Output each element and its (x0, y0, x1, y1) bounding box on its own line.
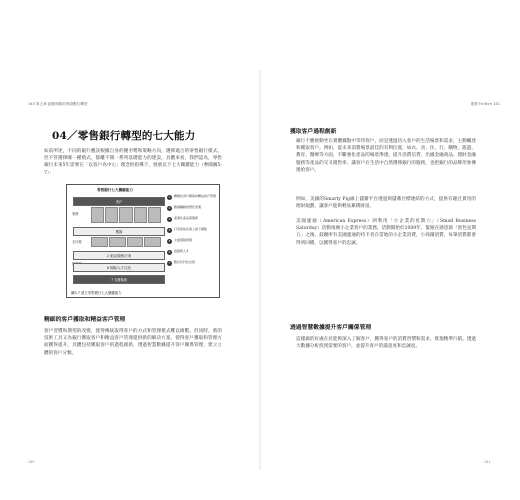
right-paragraph-4: 這樣做的好處在於能夠深入了解客戶，獲得客戶的消費習慣和需求，實現精準行銷。透過大數據分析找到需要的客戶，並提升客戶的滿意度和忠誠度。 (296, 337, 476, 350)
figure-cells-mid (91, 237, 161, 247)
figure-cells-top (91, 207, 161, 223)
figure-row-support: 7 支撐系統 (73, 275, 165, 284)
left-body-paragraph: 客戶習慣和期望的改變，使得傳統取得客戶的方式和管理模式難以維繫。但同時，新的技術工具又為銀行獲取客戶和精益客戶管理提供新的解決方案。使得客戶獲取和管理方面獲得提升。具體包括獲取客戶的過程創新，透過智慧數據提升客戶關係管理，建立立體的客戶分類。 (44, 329, 222, 356)
figure-side-payment: 支付端 (72, 240, 82, 244)
right-page-number: 141 (484, 460, 491, 464)
legend-item: 2 數據驅動智慧化營運 (168, 205, 202, 210)
legend-item: 4 打造智能化線上線下網點 (168, 227, 208, 232)
legend-item: 1 精細化客戶獲取和精益客戶管理 (168, 194, 217, 199)
figure-row-risk: 6 風險/人才/文化 (73, 263, 165, 272)
right-subheading-1: 獲取客戶過程創新 (290, 129, 337, 135)
figure-caption: 圖5-7 建立零售銀行七大關鍵能力 (71, 291, 122, 295)
left-running-header: 140 第五章 細節制勝的實踐數位轉型 (28, 102, 88, 106)
legend-item: 5 全面風險管理 (168, 238, 193, 243)
left-intro-paragraph: 如前所述，不同的銀行應該根據自身的優劣勢和策略方向，選擇適合的零售銀行模式。但不管選擇哪一種模式，都離不開一系列基礎能力的建設。具體來看，我們認為，零售銀行未來5年需要在「以客戶為中心」理念的指導下，發展以下七大關鍵能力（參閱圖5-7）： (44, 149, 222, 176)
legend-item: 3 差異化產品與服務 (168, 216, 199, 221)
right-subheading-2: 透過智慧數據提升客戶關係管理 (290, 325, 372, 331)
figure-diagram (73, 197, 163, 283)
capability-figure (66, 184, 220, 298)
right-paragraph-1: 銀行不應被動坐在實體據點中等待客戶，而是透過切入客戶的生活場景和需求，主動觸達和獲取客戶。例如，從未來消費場景最佳的有利位置，如衣、食、住、行、購物、旅遊、教育、醫療等方面，不斷強化產品的場景滲透，提升消費信貸、出國金融商品、理財金融服務等產品的交叉銷售率，讓客戶在生活中自然選擇銀行的服務，也把銀行的品牌形象傳遞給客戶。 (296, 139, 476, 173)
legend-item: 7 數位化科技支撐 (168, 260, 196, 265)
right-paragraph-3: 美國運通（American Express）則利用「小企業的星期六」（Small Business Saturday）活動推廣小企業客戶的業務，活動開始於2009年，緊跟在感恩節「黑色星期五」之後，鼓勵所有美國運通的持卡者在當地的小企業消費，小商鋪消費，每筆消費都會得到回饋，以獲得客戶的忠誠。 (296, 219, 476, 246)
legend-item: 6 組織與人才 (168, 249, 190, 254)
figure-legend (167, 195, 217, 272)
figure-row-data: 數據 (73, 227, 165, 236)
figure-title: 零售銀行七大關鍵能力 (97, 188, 133, 192)
right-running-header: 重塑 FinTech 141 (470, 102, 500, 106)
left-page-number: 140 (28, 460, 35, 464)
right-paragraph-2: 例如，美國的Smarty Pig線上儲蓄平台透過與儲蓄目標連結的方式，提供有趣且實用的理財規劃，讓客戶能夠輕易累積財富。 (296, 197, 476, 210)
gutter-shadow (258, 70, 262, 470)
left-subheading: 精細的客戶獲取和精益客戶管理 (44, 317, 126, 323)
figure-side-business: 業務 (72, 212, 79, 216)
figure-row-products: 2 產品/服務/方案 (73, 251, 165, 260)
section-title: 04／零售銀行轉型的七大能力 (52, 130, 196, 142)
figure-row-customer: 客戶 (73, 197, 165, 206)
